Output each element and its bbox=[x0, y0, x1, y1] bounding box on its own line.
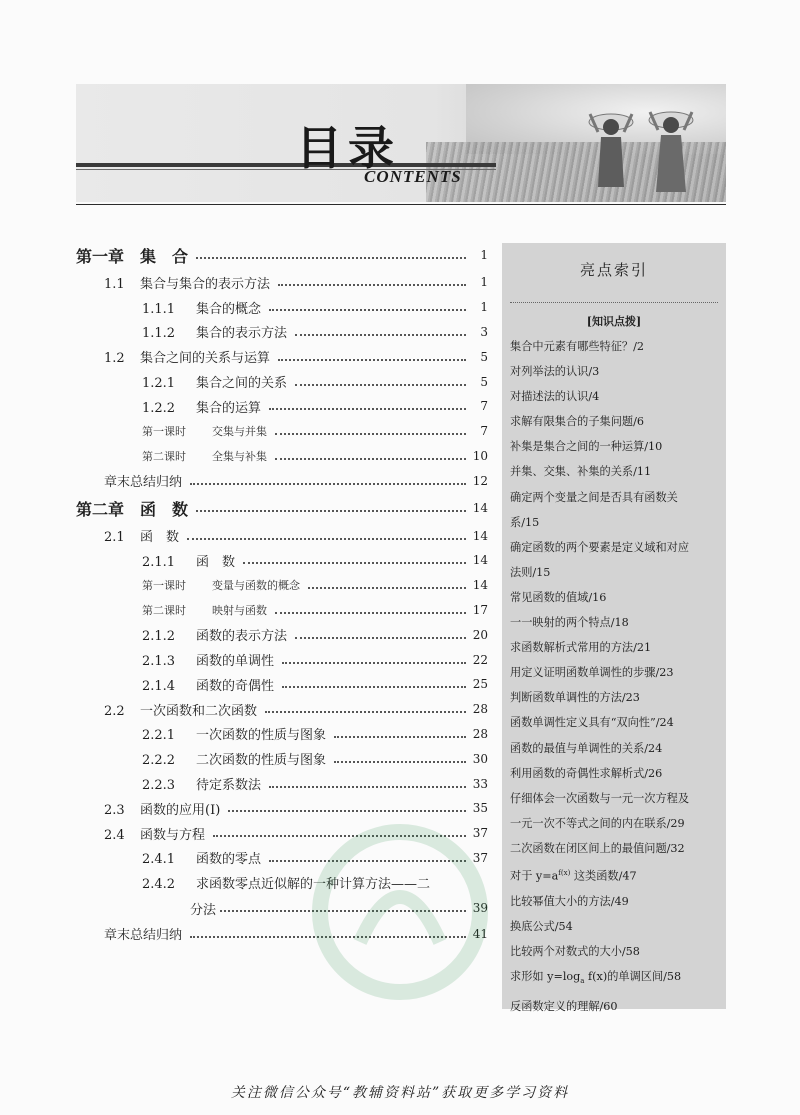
toc-number: 第一课时 bbox=[142, 579, 186, 593]
toc-row[interactable] bbox=[76, 394, 488, 419]
sidebar-index-item[interactable]: 集合中元素有哪些特征？/2 bbox=[510, 340, 644, 353]
toc-number: 2.4.2 bbox=[142, 877, 176, 893]
page-subtitle: CONTENTS bbox=[364, 167, 462, 186]
toc-label bbox=[142, 423, 271, 439]
sidebar-index-item[interactable]: 求解有限集合的子集问题/6 bbox=[510, 415, 644, 429]
toc-title: 集合之间的关系 bbox=[196, 376, 288, 392]
sidebar-index-item[interactable]: 对于 $y=a^{f(x)}$ 这类函数/47 bbox=[510, 868, 637, 883]
toc-title: 函数的奇偶性 bbox=[196, 678, 275, 694]
toc-label bbox=[142, 602, 271, 618]
toc-label bbox=[76, 244, 192, 267]
sidebar-index-item[interactable]: 确定函数的两个要素是定义域和对应 bbox=[510, 540, 690, 554]
toc-label bbox=[142, 650, 278, 669]
toc-label bbox=[104, 799, 224, 818]
toc-title: 二次函数的性质与图象 bbox=[196, 753, 327, 769]
toc-number: 1.1.2 bbox=[142, 326, 176, 342]
sidebar-index-item[interactable]: 反函数定义的理解/60 bbox=[510, 1000, 618, 1014]
toc-title: 一次函数的性质与图象 bbox=[196, 728, 327, 744]
toc-row[interactable] bbox=[76, 548, 488, 573]
toc-title: 交集与并集 bbox=[212, 425, 267, 439]
toc-label bbox=[104, 526, 183, 545]
sidebar-index-item[interactable]: 函数单调性定义具有“双向性”/24 bbox=[510, 716, 674, 730]
toc-label bbox=[104, 924, 186, 943]
toc-row[interactable] bbox=[76, 598, 488, 623]
toc-page-number: 39 bbox=[472, 901, 488, 916]
toc-row[interactable] bbox=[76, 672, 488, 697]
toc-number: 2.1.2 bbox=[142, 629, 176, 645]
toc-label bbox=[142, 774, 265, 793]
toc-row[interactable] bbox=[76, 419, 488, 444]
toc-label bbox=[142, 749, 330, 768]
sidebar-index-item[interactable]: 系/15 bbox=[510, 515, 540, 529]
toc-label bbox=[142, 551, 239, 570]
toc-number: 2.1.1 bbox=[142, 554, 176, 570]
toc-leader-dots bbox=[278, 359, 466, 361]
sidebar-title: 亮点索引 bbox=[579, 261, 648, 279]
toc-number: 1.2 bbox=[104, 351, 125, 367]
sidebar-list bbox=[510, 334, 718, 1020]
superscript: f(x) bbox=[558, 868, 571, 877]
sidebar-index-item[interactable]: 对列举法的认识/3 bbox=[510, 365, 600, 379]
toc-number: 2.1 bbox=[104, 530, 125, 546]
toc-chapter-row[interactable] bbox=[76, 493, 488, 523]
toc-page-number: 14 bbox=[472, 553, 488, 568]
toc-leader-dots bbox=[269, 309, 466, 311]
sidebar-index-item[interactable]: 比较两个对数式的大小/58 bbox=[510, 944, 640, 958]
toc-page-number: 1 bbox=[480, 300, 488, 315]
toc-page-number: 14 bbox=[472, 501, 488, 516]
toc-label bbox=[142, 625, 291, 644]
toc-number: 2.2.2 bbox=[142, 753, 176, 769]
toc-leader-dots bbox=[196, 257, 466, 259]
toc-leader-dots bbox=[265, 711, 466, 713]
toc-number: 1.2.2 bbox=[142, 400, 176, 416]
toc-title: 集合的运算 bbox=[196, 400, 262, 416]
toc-title: 函数与方程 bbox=[140, 827, 206, 843]
toc-page-number: 41 bbox=[472, 926, 488, 941]
toc-title: 函 数 bbox=[140, 530, 180, 546]
toc-title: 一次函数和二次函数 bbox=[140, 703, 258, 719]
sidebar-index-item[interactable]: 求函数解析式常用的方法/21 bbox=[510, 641, 652, 655]
toc-leader-dots bbox=[295, 637, 466, 639]
footer-note: 关注微信公众号“教辅资料站”获取更多学习资料 bbox=[230, 1085, 570, 1101]
toc-row[interactable] bbox=[76, 444, 488, 469]
girls-photo-illustration bbox=[576, 92, 716, 202]
toc-label bbox=[142, 724, 330, 743]
toc-label bbox=[142, 675, 278, 694]
toc-page-number: 22 bbox=[472, 652, 488, 667]
toc-title: 集合的表示方法 bbox=[196, 326, 288, 342]
page-title: 目录 bbox=[296, 121, 400, 175]
sidebar-index-item[interactable]: 补集是集合之间的一种运算/10 bbox=[510, 440, 663, 454]
toc-leader-dots bbox=[295, 334, 466, 336]
toc-number: 第二课时 bbox=[142, 449, 186, 463]
toc-page-number: 5 bbox=[480, 374, 488, 389]
toc-page-number: 30 bbox=[472, 751, 488, 766]
sidebar-index-item[interactable]: 一一映射的两个特点/18 bbox=[510, 616, 629, 630]
toc-label bbox=[104, 347, 274, 366]
toc-title: 映射与函数 bbox=[212, 603, 267, 617]
highlights-sidebar bbox=[502, 243, 726, 1014]
sidebar-index-item[interactable]: 一元一次不等式之间的内在联系/29 bbox=[510, 816, 685, 830]
toc-row[interactable] bbox=[76, 344, 488, 369]
toc-row[interactable] bbox=[76, 523, 488, 548]
toc-title: 变量与函数的概念 bbox=[212, 579, 300, 593]
toc-leader-dots bbox=[334, 736, 466, 738]
toc-leader-dots bbox=[275, 433, 466, 435]
toc-title: 全集与补集 bbox=[212, 449, 267, 463]
toc-title: 集合与集合的表示方法 bbox=[140, 276, 271, 292]
sidebar-index-item[interactable]: 函数的最值与单调性的关系/24 bbox=[510, 741, 663, 755]
toc-label bbox=[142, 322, 291, 341]
toc-leader-dots bbox=[278, 284, 466, 286]
toc-leader-dots bbox=[282, 686, 466, 688]
toc-chapter-row[interactable] bbox=[76, 240, 488, 270]
sidebar-index-item[interactable]: 判断函数单调性的方法/23 bbox=[510, 691, 640, 705]
toc-number: 2.3 bbox=[104, 802, 125, 818]
subscript: a bbox=[580, 977, 585, 986]
toc-number: 第二课时 bbox=[142, 603, 186, 617]
sidebar-index-item[interactable]: 确定两个变量之间是否具有函数关 bbox=[510, 490, 678, 504]
toc-page-number: 25 bbox=[472, 677, 488, 692]
toc-leader-dots bbox=[295, 384, 466, 386]
sidebar-index-item[interactable]: 仔细体会一次函数与一元一次方程及 bbox=[510, 791, 690, 805]
toc-row[interactable] bbox=[76, 697, 488, 722]
toc-row[interactable] bbox=[76, 369, 488, 394]
toc-number: 第一课时 bbox=[142, 425, 186, 439]
toc-title: 待定系数法 bbox=[196, 778, 262, 794]
toc-label bbox=[142, 298, 265, 317]
toc-title: 函 数 bbox=[196, 554, 236, 570]
toc-page-number: 7 bbox=[480, 424, 488, 439]
toc-number: 1.1.1 bbox=[142, 301, 176, 317]
toc-row[interactable] bbox=[76, 573, 488, 598]
toc-row[interactable] bbox=[76, 320, 488, 345]
toc-page-number: 33 bbox=[472, 776, 488, 791]
sidebar-index-item[interactable]: 利用函数的奇偶性求解析式/26 bbox=[510, 766, 663, 780]
toc-number: 1.2.1 bbox=[142, 376, 176, 392]
toc-label bbox=[104, 471, 186, 490]
toc-number: 2.1.3 bbox=[142, 654, 176, 670]
toc-label bbox=[142, 372, 291, 391]
toc-title: 集合之间的关系与运算 bbox=[140, 351, 271, 367]
toc-page-number: 12 bbox=[472, 473, 488, 488]
toc-row[interactable] bbox=[76, 722, 488, 747]
toc-page-number: 20 bbox=[472, 627, 488, 642]
sidebar-index-item[interactable]: 常见函数的值域/16 bbox=[510, 590, 607, 604]
toc-leader-dots bbox=[334, 761, 466, 763]
toc-page-number: 5 bbox=[480, 349, 488, 364]
toc-title: 函数的单调性 bbox=[196, 654, 275, 670]
toc-title: 章末总结归纳 bbox=[104, 928, 183, 944]
toc-page-number: 10 bbox=[472, 448, 488, 463]
toc-page-number: 35 bbox=[472, 801, 488, 816]
toc-page-number: 1 bbox=[480, 275, 488, 290]
toc-page-number: 37 bbox=[472, 826, 488, 841]
toc-leader-dots bbox=[269, 786, 466, 788]
toc-page-number: 28 bbox=[472, 726, 488, 741]
toc-title: 第二章 函 数 bbox=[76, 499, 189, 519]
toc-row[interactable] bbox=[76, 746, 488, 771]
sidebar-index-item[interactable]: 二次函数在闭区间上的最值问题/32 bbox=[510, 841, 685, 855]
toc-leader-dots bbox=[269, 408, 466, 410]
toc-leader-dots bbox=[187, 538, 466, 540]
toc-number: 1.1 bbox=[104, 276, 125, 292]
toc-label bbox=[104, 700, 261, 719]
toc-leader-dots bbox=[275, 458, 466, 460]
sidebar-index-item[interactable]: 法则/15 bbox=[510, 565, 551, 579]
toc-row[interactable] bbox=[76, 295, 488, 320]
toc-row[interactable] bbox=[76, 647, 488, 672]
toc-leader-dots bbox=[282, 662, 466, 664]
toc-leader-dots bbox=[190, 483, 466, 485]
sidebar-separator bbox=[510, 302, 718, 303]
toc-label bbox=[76, 497, 192, 520]
toc-row[interactable] bbox=[76, 771, 488, 796]
sidebar-index-item[interactable]: 并集、交集、补集的关系/11 bbox=[510, 465, 652, 479]
sidebar-index-item[interactable]: 对描述法的认识/4 bbox=[510, 390, 600, 404]
toc-number: 2.4 bbox=[104, 827, 125, 843]
toc-leader-dots bbox=[196, 510, 466, 512]
toc-title: 第一章 集 合 bbox=[76, 246, 189, 266]
toc-leader-dots bbox=[275, 612, 466, 614]
toc-page-number: 37 bbox=[472, 850, 488, 865]
toc-number: 2.2 bbox=[104, 703, 125, 719]
toc-row[interactable] bbox=[76, 622, 488, 647]
toc-title: 章末总结归纳 bbox=[104, 475, 183, 491]
toc-label bbox=[104, 273, 274, 292]
toc-page-number: 3 bbox=[480, 324, 488, 339]
sidebar-subtitle: [知识点拨] bbox=[586, 315, 642, 328]
toc-title: 函数的应用(Ⅰ) bbox=[140, 802, 221, 818]
sidebar-index-item[interactable]: 求形如 $y=\log_a$ f(x)的单调区间/58 bbox=[510, 970, 682, 986]
sidebar-index-item[interactable]: 用定义证明函数单调性的步骤/23 bbox=[510, 666, 674, 680]
toc-number: 2.2.3 bbox=[142, 778, 176, 794]
toc-page-number: 1 bbox=[480, 248, 488, 262]
toc-page-number: 7 bbox=[480, 399, 488, 414]
toc-leader-dots bbox=[228, 810, 466, 812]
toc-page-number: 17 bbox=[472, 602, 488, 617]
toc-row[interactable] bbox=[76, 468, 488, 493]
toc-title: 函数的表示方法 bbox=[196, 629, 288, 645]
toc-label bbox=[142, 448, 271, 464]
toc-page-number: 14 bbox=[472, 528, 488, 543]
toc-label bbox=[142, 397, 265, 416]
toc-row[interactable] bbox=[76, 270, 488, 295]
toc-title-cont: 分法 bbox=[190, 902, 217, 918]
toc-number: 2.4.1 bbox=[142, 852, 176, 868]
sidebar-index-item[interactable]: 比较幂值大小的方法/49 bbox=[510, 894, 629, 908]
toc-title: 函数的零点 bbox=[196, 852, 262, 868]
toc-title: 集合的概念 bbox=[196, 301, 262, 317]
sidebar-index-item[interactable]: 换底公式/54 bbox=[510, 919, 573, 933]
toc-title: 求函数零点近似解的一种计算方法——二 bbox=[196, 877, 431, 893]
header-rule bbox=[76, 204, 726, 205]
toc-leader-dots bbox=[243, 562, 466, 564]
toc-page-number: 28 bbox=[472, 702, 488, 717]
toc-number: 2.1.4 bbox=[142, 678, 176, 694]
toc-label bbox=[142, 848, 265, 867]
watermark-logo bbox=[270, 822, 530, 1042]
toc-label bbox=[104, 824, 209, 843]
toc-leader-dots bbox=[308, 587, 466, 589]
toc-number: 2.2.1 bbox=[142, 728, 176, 744]
toc-page-number: 14 bbox=[472, 578, 488, 593]
toc-row[interactable] bbox=[76, 796, 488, 821]
toc-label bbox=[142, 577, 304, 593]
